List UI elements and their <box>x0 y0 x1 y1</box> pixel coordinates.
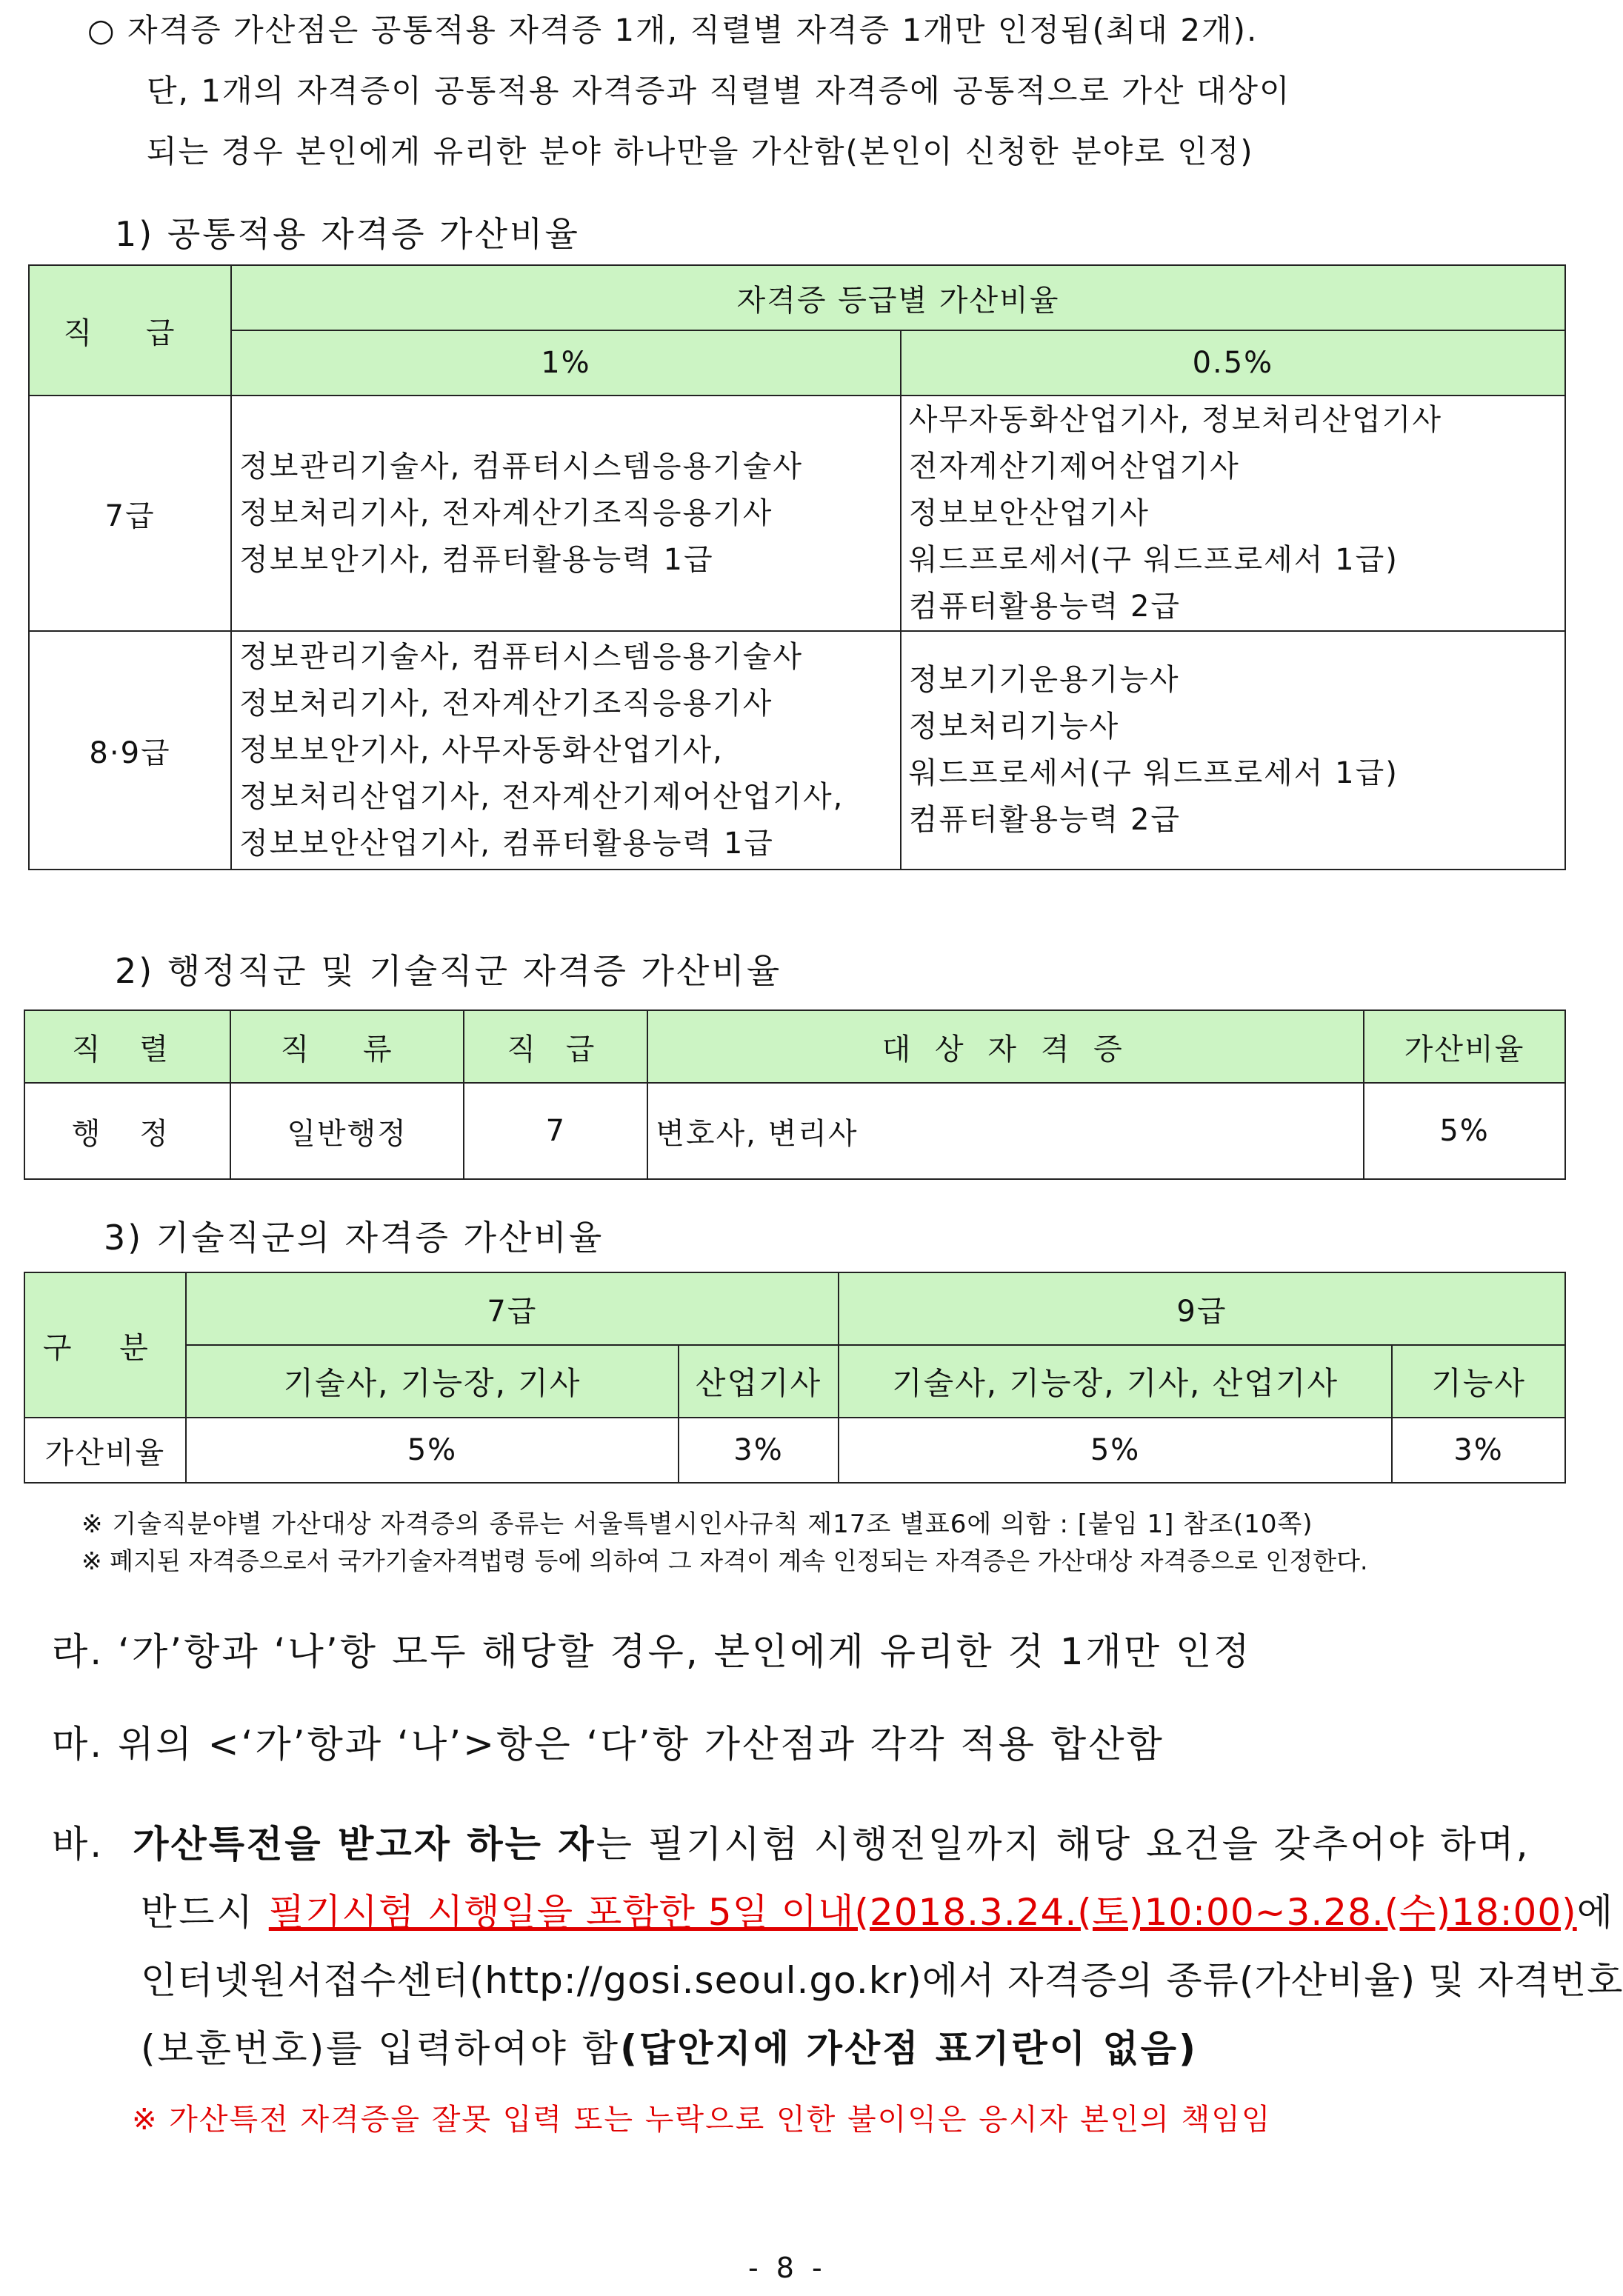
grade-cell: 7급 <box>29 396 231 631</box>
cert-line: 컴퓨터활용능력 2급 <box>908 803 1182 837</box>
ratio-cell: 5% <box>186 1418 679 1483</box>
certs-1pct-cell <box>231 631 901 870</box>
item-ba-line-2 <box>141 1883 1615 1936</box>
intro-line-3: 되는 경우 본인에게 유리한 분야 하나만을 가산함(본인이 신청한 분야로 인정) <box>147 133 1254 170</box>
ratio-cell: 3% <box>1392 1418 1565 1483</box>
col-05pct-header: 0.5% <box>901 330 1565 396</box>
tech-cert-table <box>24 1272 1566 1484</box>
item-ba-deadline: 필기시험 시행일을 포함한 5일 이내(2018.3.24.(토)10:00~3.28.(수)18:00) <box>268 1891 1577 1934</box>
header-grade: 직 급 <box>464 1010 647 1083</box>
target-cert-cell: 변호사, 변리사 <box>647 1083 1364 1179</box>
ratio-cell: 5% <box>1364 1083 1565 1179</box>
header-series: 직 렬 <box>24 1010 230 1083</box>
subheader-9-craftsman: 기능사 <box>1392 1345 1565 1418</box>
item-ra: 라. ‘가’항과 ‘나’항 모두 해당할 경우, 본인에게 유리한 것 1개만 인정 <box>52 1630 1252 1673</box>
item-ba-bold: 가산특전을 받고자 하는 자 <box>133 1823 596 1866</box>
note-2: ※ 폐지된 자격증으로서 국가기술자격법령 등에 의하여 그 자격이 계속 인정되는 자격증은 가산대상 자격증으로 인정한다. <box>81 1546 1368 1575</box>
certs-1pct-cell <box>231 396 901 631</box>
cert-line: 컴퓨터활용능력 2급 <box>908 589 1182 624</box>
note-1: ※ 기술직분야별 가산대상 자격증의 종류는 서울특별시인사규칙 제17조 별표6에 의함 : [붙임 1] 참조(10쪽) <box>81 1509 1313 1539</box>
item-ba-line-4 <box>141 2019 1198 2072</box>
subheader-7-tech: 기술사, 기능장, 기사 <box>186 1345 679 1418</box>
subheader-7-industrial: 산업기사 <box>679 1345 839 1418</box>
cert-line: 정보보안산업기사 <box>908 495 1150 530</box>
intro-line-2: 단, 1개의 자격증이 공통적용 자격증과 직렬별 자격증에 공통적으로 가산 대상이 <box>147 73 1291 109</box>
cert-line: 사무자동화산업기사, 정보처리산업기사 <box>908 402 1443 437</box>
table1-title: 1) 공통적용 자격증 가산비율 <box>115 214 580 254</box>
common-cert-table <box>28 264 1566 870</box>
cert-line: 정보관리기술사, 컴퓨터시스템응용기술사 <box>239 639 804 674</box>
item-ma: 마. 위의 <‘가’항과 ‘나’>항은 ‘다’항 가산점과 각각 적용 합산함 <box>52 1723 1164 1766</box>
cert-line: 정보처리기사, 전자계산기조직응용기사 <box>239 686 773 721</box>
subheader-9-tech: 기술사, 기능장, 기사, 산업기사 <box>839 1345 1392 1418</box>
cert-line: 정보관리기술사, 컴퓨터시스템응용기술사 <box>239 449 804 484</box>
cert-line: 정보보안기사, 사무자동화산업기사, <box>239 732 724 767</box>
cert-line: 워드프로세서(구 워드프로세서 1급) <box>908 756 1399 790</box>
item-ba-line-1 <box>52 1815 1530 1868</box>
item-ba-warning: ※ 가산특전 자격증을 잘못 입력 또는 누락으로 인한 불이익은 응시자 본인의 책임임 <box>132 2103 1272 2137</box>
grade-cell: 8·9급 <box>29 631 231 870</box>
col-1pct-header: 1% <box>231 330 901 396</box>
cert-line: 정보보안산업기사, 컴퓨터활용능력 1급 <box>239 826 774 861</box>
grade9-header: 9급 <box>839 1272 1565 1345</box>
item-ba-no-mark-notice: (답안지에 가산점 표기란이 없음) <box>620 2027 1198 2070</box>
ratio-header: 자격증 등급별 가산비율 <box>231 265 1565 330</box>
table-row <box>24 1083 1565 1179</box>
grade7-header: 7급 <box>186 1272 839 1345</box>
cert-line: 전자계산기제어산업기사 <box>908 449 1240 484</box>
division-header: 구 분 <box>24 1272 186 1418</box>
cert-line: 정보기기운용기능사 <box>908 663 1180 697</box>
ratio-cell: 5% <box>839 1418 1392 1483</box>
certs-05pct-cell <box>901 396 1565 631</box>
table-row <box>29 396 1565 631</box>
item-ba-line4-pre: (보훈번호)를 입력하여야 함 <box>141 2027 621 2070</box>
cert-line: 워드프로세서(구 워드프로세서 1급) <box>908 542 1399 577</box>
page-number: - 8 - <box>748 2252 827 2284</box>
cert-line: 정보보안기사, 컴퓨터활용능력 1급 <box>239 542 714 577</box>
cert-line: 정보처리산업기사, 전자계산기제어산업기사, <box>239 779 844 814</box>
header-target-cert: 대 상 자 격 증 <box>647 1010 1364 1083</box>
table3-title: 3) 기술직군의 자격증 가산비율 <box>104 1218 604 1258</box>
grade-header: 직 급 <box>29 265 231 396</box>
header-ratio: 가산비율 <box>1364 1010 1565 1083</box>
series-cell: 행 정 <box>24 1083 230 1179</box>
item-ba-line2-post: 에 <box>1576 1891 1615 1934</box>
intro-line-1: ○ 자격증 가산점은 공통적용 자격증 1개, 직렬별 자격증 1개만 인정됨(최대 2개). <box>87 12 1259 48</box>
ratio-row-label: 가산비율 <box>24 1418 186 1483</box>
ratio-cell: 3% <box>679 1418 839 1483</box>
cert-line: 정보처리기사, 전자계산기조직응용기사 <box>239 495 773 530</box>
item-ba-line1-rest: 는 필기시험 시행전일까지 해당 요건을 갖추어야 하며, <box>596 1823 1530 1866</box>
class-cell: 일반행정 <box>230 1083 464 1179</box>
grade-cell: 7 <box>464 1083 647 1179</box>
table-row <box>29 631 1565 870</box>
cert-line: 정보처리기능사 <box>908 710 1120 744</box>
table-row <box>24 1418 1565 1483</box>
item-ba-line-3: 인터넷원서접수센터(http://gosi.seoul.go.kr)에서 자격증의 종류(가산비율) 및 자격번호 <box>141 1959 1623 2002</box>
admin-tech-cert-table <box>24 1009 1566 1180</box>
item-ba-marker: 바. <box>52 1823 104 1866</box>
table2-title: 2) 행정직군 및 기술직군 자격증 가산비율 <box>115 951 782 991</box>
certs-05pct-cell <box>901 631 1565 870</box>
header-class: 직 류 <box>230 1010 464 1083</box>
item-ba-line2-pre: 반드시 <box>141 1891 269 1934</box>
intro-paragraph <box>87 0 1569 182</box>
